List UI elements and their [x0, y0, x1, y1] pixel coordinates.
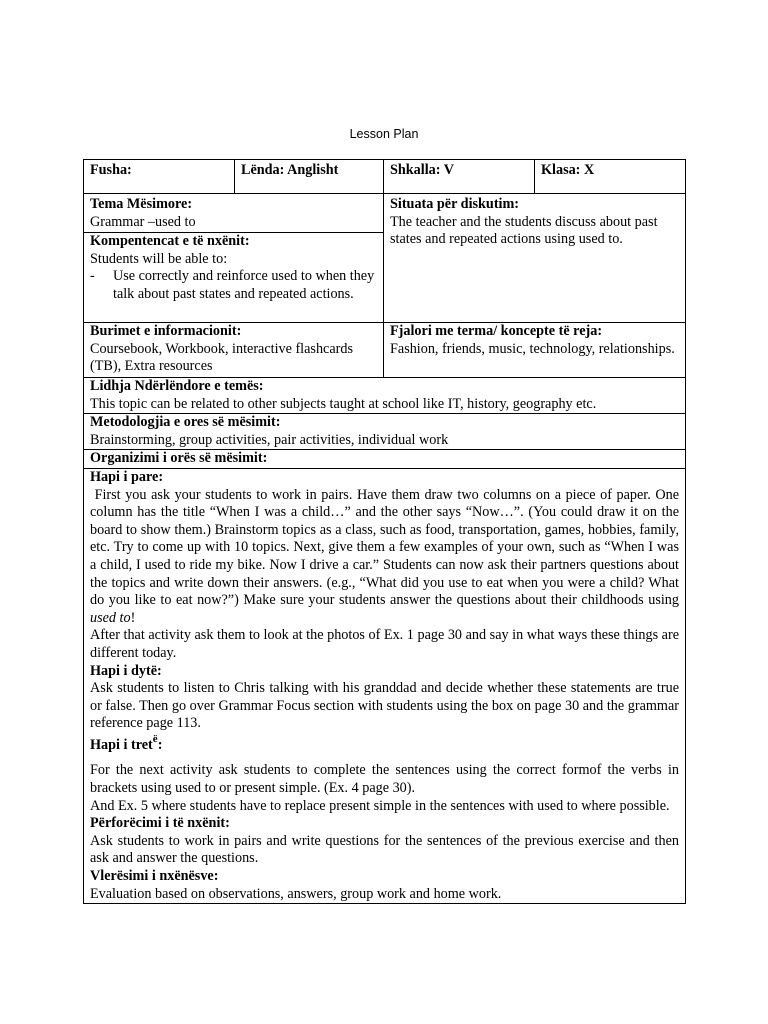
kompetencat-cell [84, 233, 384, 323]
fusha-cell: Fusha: [84, 160, 235, 194]
kompetencat-bullet-text: Use correctly and reinforce used to when they talk about past states and repeated actions. [113, 268, 375, 302]
hapi2-label: Hapi i dytë: [90, 662, 162, 679]
situata-label: Situata për diskutim: [390, 196, 520, 212]
lidhja-row [84, 378, 686, 414]
kompetencat-bullet [90, 268, 377, 303]
hapi3-paragraph-2: And Ex. 5 where students have to replace present simple in the sentences with used to where possible. [90, 797, 670, 814]
organizimi-body-cell [84, 468, 686, 903]
hapi2-paragraph: Ask students to listen to Chris talking with his granddad and decide whether these statements are true or false. Then go over Grammar Focus section with students using the box on page 30 and the grammar reference page 113. [90, 680, 679, 732]
hapi3-label-colon: : [157, 736, 163, 753]
lenda-cell: Lënda: Anglisht [235, 160, 384, 194]
organizimi-label-row [84, 450, 686, 469]
perforcimi-paragraph: Ask students to work in pairs and write questions for the sentences of the previous exercise and then ask and answer the questions. [90, 832, 679, 867]
vleresimi-label: Vlerësimi i nxënësve: [90, 868, 219, 885]
burimet-row [84, 323, 686, 378]
document-title: Lesson Plan [349, 127, 419, 141]
vleresimi-paragraph: Evaluation based on observations, answers, group work and home work. [90, 885, 502, 902]
hapi1-end: ! [130, 609, 136, 626]
klasa-cell: Klasa: X [535, 160, 686, 194]
shkalla-cell: Shkalla: V [384, 160, 535, 194]
hapi1-paragraph [90, 487, 679, 628]
hapi1-label: Hapi i pare: [90, 468, 164, 485]
situata-value: The teacher and the students discuss about past states and repeated actions using used to. [390, 213, 658, 248]
organizimi-label: Organizimi i orës së mësimit: [90, 450, 268, 467]
hapi1-text: First you ask your students to work in pairs. Have them draw two columns on a piece of paper. One column has the title “When I was a child…” and the other says “Now…”. (You could draw it on the board to show them.) Brainstorm topics as a class, such as food, transportation, games, hobbies, family, etc. Try to come up with 10 topics. Next, give them a few examples of your own, such as “When I was a child, I used to ride my bike. Now I drive a car.” Students can now ask their partners questions about the topics and write down their answers. (e.g., “What did you use to eat when you were a child? What do you like to eat now?”) Make sure your students answer the questions about their childhoods using [90, 486, 680, 609]
metodologjia-cell [84, 414, 686, 450]
lesson-plan-table [83, 159, 686, 904]
hapi3-label-text: Hapi i tret [90, 736, 153, 753]
tema-cell [84, 194, 384, 233]
organizimi-body-row [84, 468, 686, 903]
tema-value: Grammar –used to [90, 213, 196, 230]
hapi1-used-to: used to [90, 609, 131, 626]
tema-label: Tema Mësimore: [90, 196, 193, 212]
fjalori-cell [384, 323, 686, 378]
metodologjia-value: Brainstorming, group activities, pair activities, individual work [90, 431, 449, 448]
situata-cell [384, 194, 686, 323]
header-row [84, 160, 686, 194]
burimet-cell [84, 323, 384, 378]
kompetencat-intro: Students will be able to: [90, 250, 228, 267]
burimet-value: Coursebook, Workbook, interactive flashcards (TB), Extra resources [90, 340, 353, 375]
metodologjia-label: Metodologjia e ores së mësimit: [90, 414, 281, 431]
tema-row [84, 194, 686, 233]
hapi1-paragraph-2: After that activity ask them to look at the photos of Ex. 1 page 30 and say in what ways these things are different today. [90, 627, 679, 661]
fjalori-label: Fjalori me terma/ koncepte të reja: [390, 323, 603, 339]
lidhja-cell [84, 378, 686, 414]
hapi3-label [90, 732, 679, 755]
lidhja-value: This topic can be related to other subjects taught at school like IT, history, geography etc. [90, 395, 597, 412]
lidhja-label: Lidhja Ndërlëndore e temës: [90, 378, 264, 394]
organizimi-label-cell [84, 450, 686, 469]
hapi3-paragraph: For the next activity ask students to complete the sentences using the correct formof the verbs in brackets using used to or present simple. (Ex. 4 page 30). [90, 762, 679, 797]
hapi3-label-sup: ë [152, 732, 158, 745]
perforcimi-label: Përforëcimi i të nxënit: [90, 815, 230, 832]
fjalori-value: Fashion, friends, music, technology, relationships. [390, 340, 675, 357]
bullet-dash: - [90, 268, 95, 285]
metodologjia-row [84, 414, 686, 450]
kompetencat-label: Kompentencat e të nxënit: [90, 233, 250, 249]
burimet-label: Burimet e informacionit: [90, 323, 242, 339]
